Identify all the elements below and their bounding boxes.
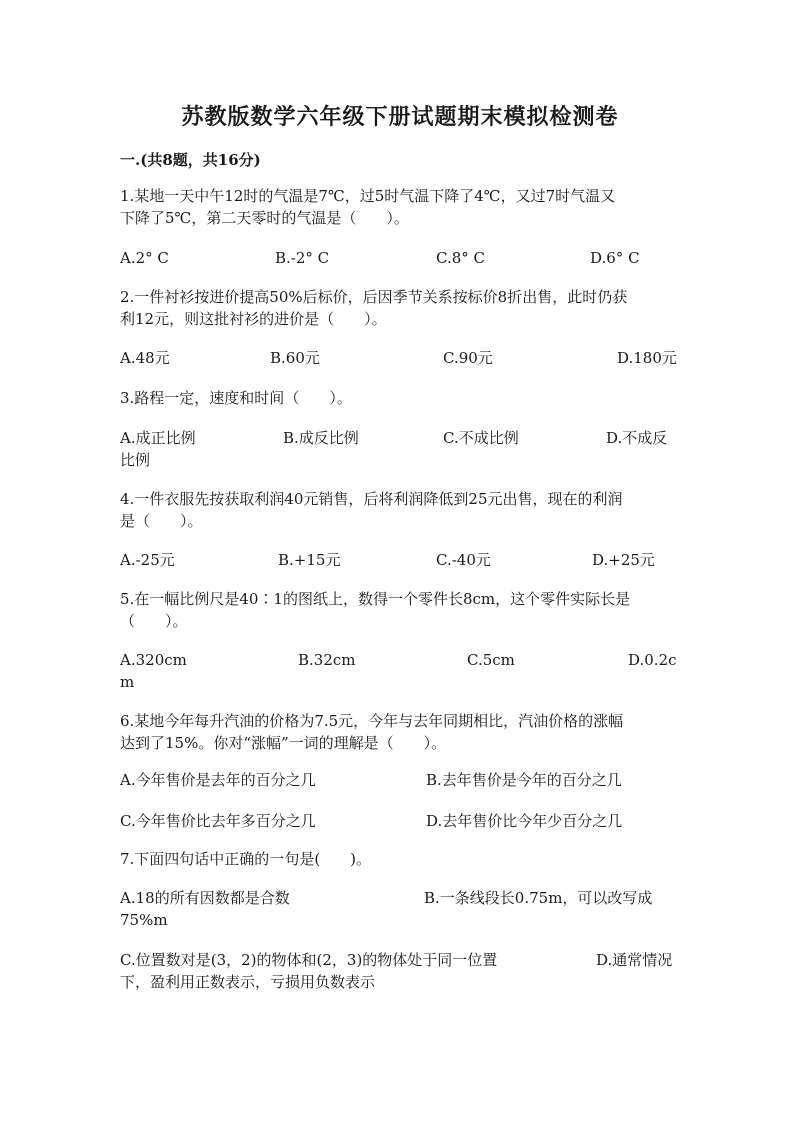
page-title: 苏教版数学六年级下册试题期末模拟检测卷 [181,104,619,130]
question-3-option-a: A.成正比例 [120,429,196,447]
question-7-option-a: A.18的所有因数都是合数 [120,889,290,907]
question-1-option-d: D.6° C [590,249,640,267]
question-3-text: 3.路程一定，速度和时间（ ）。 [120,389,352,407]
question-5-option-a: A.320cm [120,651,187,669]
question-1-text-line-2: 下降了5℃，第二天零时的气温是（ ）。 [120,209,409,227]
question-7-option-c: C.位置数对是(3，2)的物体和(2，3)的物体处于同一位置 [120,951,498,969]
question-2-option-b: B.60元 [270,349,320,367]
question-2-option-a: A.48元 [120,349,170,367]
question-4-text-line-2: 是（ ）。 [120,512,203,530]
question-3-option-d-continued: 比例 [120,451,151,469]
question-7-option-d-continued: 下，盈利用正数表示，亏损用负数表示 [120,973,376,991]
section-heading: 一.(共8题，共16分) [120,151,261,169]
question-3-option-d: D.不成反 [606,429,668,447]
question-5-option-d-continued: m [120,673,135,691]
question-6-option-c: C.今年售价比去年多百分之几 [120,812,316,830]
question-1-option-b: B.-2° C [275,249,330,267]
question-5-text-line-2: （ ）。 [120,612,188,630]
question-3-option-c: C.不成比例 [443,429,519,447]
question-1-option-c: C.8° C [436,249,485,267]
question-1-option-a: A.2° C [120,249,169,267]
question-2-option-d: D.180元 [617,349,677,367]
question-5-option-d: D.0.2c [628,651,677,669]
question-6-option-b: B.去年售价是今年的百分之几 [426,771,622,789]
question-4-option-b: B.+15元 [278,551,341,569]
question-2-text-line-1: 2.一件衬衫按进价提高50%后标价，后因季节关系按标价8折出售，此时仍获 [120,288,628,306]
question-5-option-b: B.32cm [298,651,356,669]
question-7-option-b-continued: 75%m [120,911,168,929]
question-6-text-line-1: 6.某地今年每升汽油的价格为7.5元，今年与去年同期相比，汽油价格的涨幅 [120,712,624,730]
question-4-text-line-1: 4.一件衣服先按获取利润40元销售，后将利润降低到25元出售，现在的利润 [120,490,623,508]
question-6-text-line-2: 达到了15%。你对“涨幅”一词的理解是（ ）。 [120,734,447,752]
question-4-option-a: A.-25元 [120,551,175,569]
question-3-option-b: B.成反比例 [283,429,359,447]
question-4-option-c: C.-40元 [436,551,491,569]
question-1-text-line-1: 1.某地一天中午12时的气温是7℃，过5时气温下降了4℃，又过7时气温又 [120,187,616,205]
question-7-option-d: D.通常情况 [596,951,673,969]
question-2-option-c: C.90元 [443,349,493,367]
question-6-option-d: D.去年售价比今年少百分之几 [426,812,623,830]
question-5-option-c: C.5cm [467,651,515,669]
question-7-option-b: B.一条线段长0.75m，可以改写成 [424,889,653,907]
question-5-text-line-1: 5.在一幅比例尺是40∶1的图纸上，数得一个零件长8cm，这个零件实际长是 [120,590,631,608]
question-7-text: 7.下面四句话中正确的一句是( )。 [120,850,372,868]
question-6-option-a: A.今年售价是去年的百分之几 [120,771,316,789]
question-4-option-d: D.+25元 [592,551,655,569]
question-2-text-line-2: 利12元，则这批衬衫的进价是（ ）。 [120,310,387,328]
